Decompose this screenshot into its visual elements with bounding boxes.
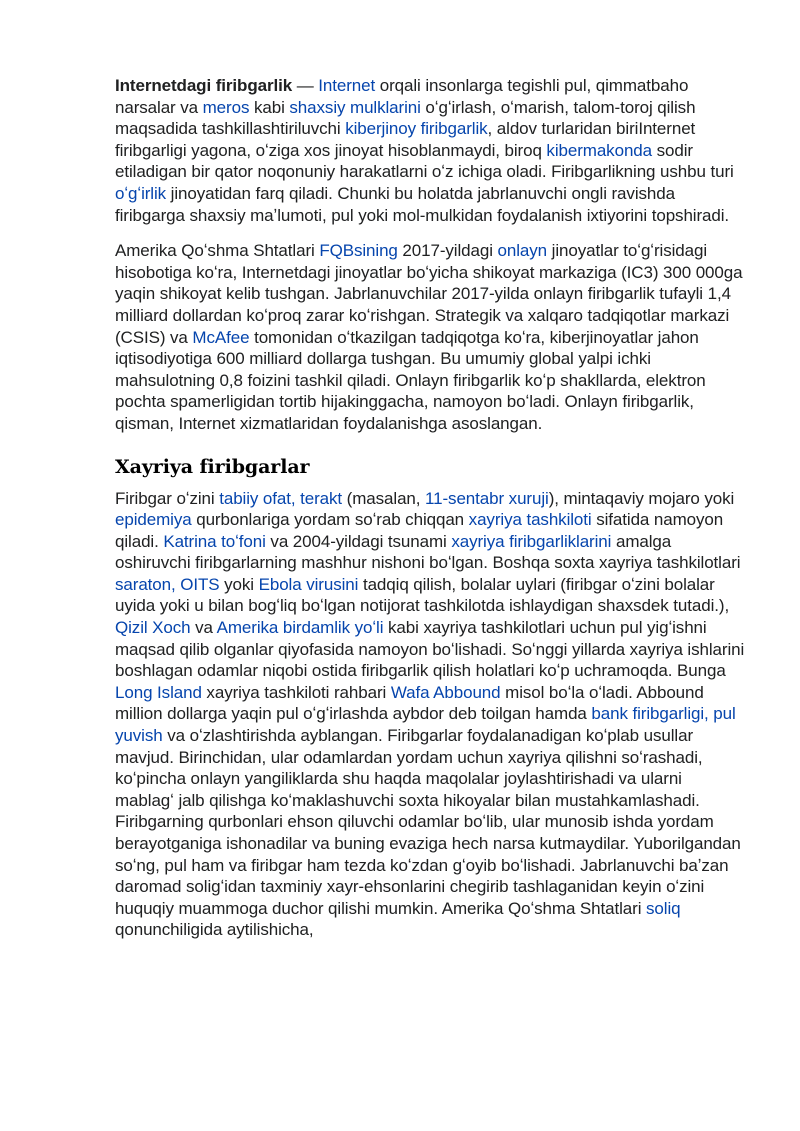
article-link[interactable]: 11-sentabr xuruji [425,488,549,508]
text-run: kabi [249,97,290,117]
text-run: sifatida namoyon qiladi. [115,510,724,551]
article-link[interactable]: tabiiy ofat, terakt [219,488,343,508]
text-run: tomonidan oʻtkazilgan tadqiqotga koʻra, kiberjinoyatlar jahon iqtisodiyotiga 600 milliard dollarga tushgan. Bu umumiy global yalpi ichki mahsulotning 0,8 foizini tashkil qiladi. Onlayn firibgarlik koʻp shakllarda, elektron pochta spamerligidan tortib hijakinggacha, namoyon boʻladi. Onlayn firibgarlik, qisman, Internet xizmatlaridan foydalanishga asoslangan. [115,327,706,433]
article-link[interactable]: Katrina toʻfoni [163,531,266,551]
text-run: Firibgar oʻzini [115,488,220,508]
text-run: qonunchiligida aytilishicha, [115,920,314,940]
text-run: kabi xayriya tashkilotlari uchun pul yigʻishni maqsad qilib olganlar qiyofasida namoyon boʻlishadi. Soʻnggi yillarda xayriya ishlarini boshlagan odamlar niqobi ostida firibgarlik qilish holatlari koʻp uchramoqda. Bunga [115,618,745,681]
section-heading: Xayriya firibgarlar [115,455,310,478]
text-run: orqali insonlarga tegishli pul, qimmatbaho narsalar va [115,76,689,117]
text-run: Amerika Qoʻshma Shtatlari [115,241,320,261]
text-run: (masalan, [342,488,426,508]
article-link[interactable]: oʻgʻirlik [115,183,167,203]
text-run: yoki [219,574,259,594]
text-run: — [292,76,319,95]
article-link[interactable]: xayriya firibgarliklarini [451,531,612,551]
article-link[interactable]: bank firibgarligi, pul yuvish [115,704,736,746]
text-run: oʻgʻirlash, oʻmarish, talom-toroj qilish maqsadida tashkillashtiriluvchi [115,97,696,139]
article-link[interactable]: Ebola virusini [258,574,359,594]
text-run: va oʻzlashtirishda ayblangan. Firibgarlar foydalanadigan koʻplab usullar mavjud. Birinchidan, ular odamlardan yordam uchun xayriya qilishni soʻrashadi, koʻpincha onlayn yangiliklarda shu haqda maqolalar joylashtirishadi va ularni mablagʻ jalb qilishga koʻmaklashuvchi soxta hikoyalar bilan mustahkamlashadi. Firibgarning qurbonlari ehson qiluvchi odamlar boʻlib, ular munosib ishda yordam berayotganiga ishonadilar va buning evaziga hech narsa kutmaydilar. Yuborilgandan soʻng, pul ham va firibgar ham tezda koʻzdan gʻoyib boʻlishadi. Jabrlanuvchi baʼzan daromad soligʻidan taxminiy xayr-ehsonlarini chegirib tashlaganidan keyin oʻzini huquqiy muammoga duchor qilishi mumkin. Amerika Qoʻshma Shtatlari [115,726,741,918]
article-link[interactable]: saraton, OITS [115,574,220,594]
article-link[interactable]: shaxsiy mulklarini [289,97,421,117]
text-run: ), mintaqaviy mojaro yoki [548,488,735,508]
article-link[interactable]: kibermakonda [546,140,653,160]
article-link[interactable]: Wafa Abbound [390,682,501,702]
text-run: 2017-yildagi [397,241,498,261]
text-run: jinoyatidan farq qiladi. Chunki bu holatda jabrlanuvchi ongli ravishda firibgarga shaxsiy maʼlumoti, pul yoki mol-mulkidan foydalanish ixtiyorini topshiradi. [115,183,730,225]
text-run: va [190,618,217,638]
article-link[interactable]: Qizil Xoch [115,618,191,638]
article-link[interactable]: Internet [318,76,376,95]
text-run: amalga oshiruvchi firibgarlarning mashhur nishoni boʻlgan. Boshqa soxta xayriya tashkilotlari [115,531,741,573]
text-run: qurbonlariga yordam soʻrab chiqqan [191,510,469,530]
text-run: sodir etiladigan bir qator noqonuniy harakatlarni oʻz ichiga oladi. Firibgarlikning ushbu turi [115,140,734,182]
article-term: Internetdagi firibgarlik [115,76,293,95]
article-link[interactable]: xayriya tashkiloti [468,510,592,530]
article-link[interactable]: onlayn [497,241,548,261]
article-link[interactable]: Long Island [115,682,202,702]
text-run: jinoyatlar toʻgʻrisidagi hisobotiga koʻra, Internetdagi jinoyatlar boʻyicha shikoyat markaziga (IC3) 300 000ga yaqin shikoyat kelib tushgan. Jabrlanuvchilar 2017-yilda onlayn firibgarlik tufayli 1,4 milliard dollardan koʻproq zarar koʻrishgan. Strategik va xalqaro tadqiqotlar markazi (CSIS) va [115,241,743,347]
text-run: xayriya tashkiloti rahbari [201,682,391,702]
article-link[interactable]: soliq [646,898,681,918]
charity-paragraph [115,488,745,941]
text-run: tadqiq qilish, bolalar uylari (firibgar oʻzini bolalar uyida yoki u bilan bogʻliq boʻlgan notijorat tashkilotda ishlaydigan shaxsdek tutadi.), [115,574,730,616]
intro-paragraph [115,75,745,226]
article-link[interactable]: McAfee [192,327,250,347]
article-link[interactable]: kiberjinoy firibgarlik [345,119,488,139]
article-link[interactable]: epidemiya [115,510,192,530]
article-content [115,75,745,955]
article-link[interactable]: FQBsining [319,241,398,261]
text-run: misol boʻla oʻladi. Abbound million dollarga yaqin pul oʻgʻirlashda aybdor deb toilgan hamda [115,682,704,724]
statistics-paragraph [115,240,745,434]
article-link[interactable]: Amerika birdamlik yoʻli [216,618,384,638]
text-run: va 2004-yildagi tsunami [265,531,452,551]
article-link[interactable]: meros [202,97,250,117]
text-run: , aldov turlaridan biriInternet firibgarligi yagona, oʻziga xos jinoyat hisoblanmaydi, biroq [115,119,696,160]
